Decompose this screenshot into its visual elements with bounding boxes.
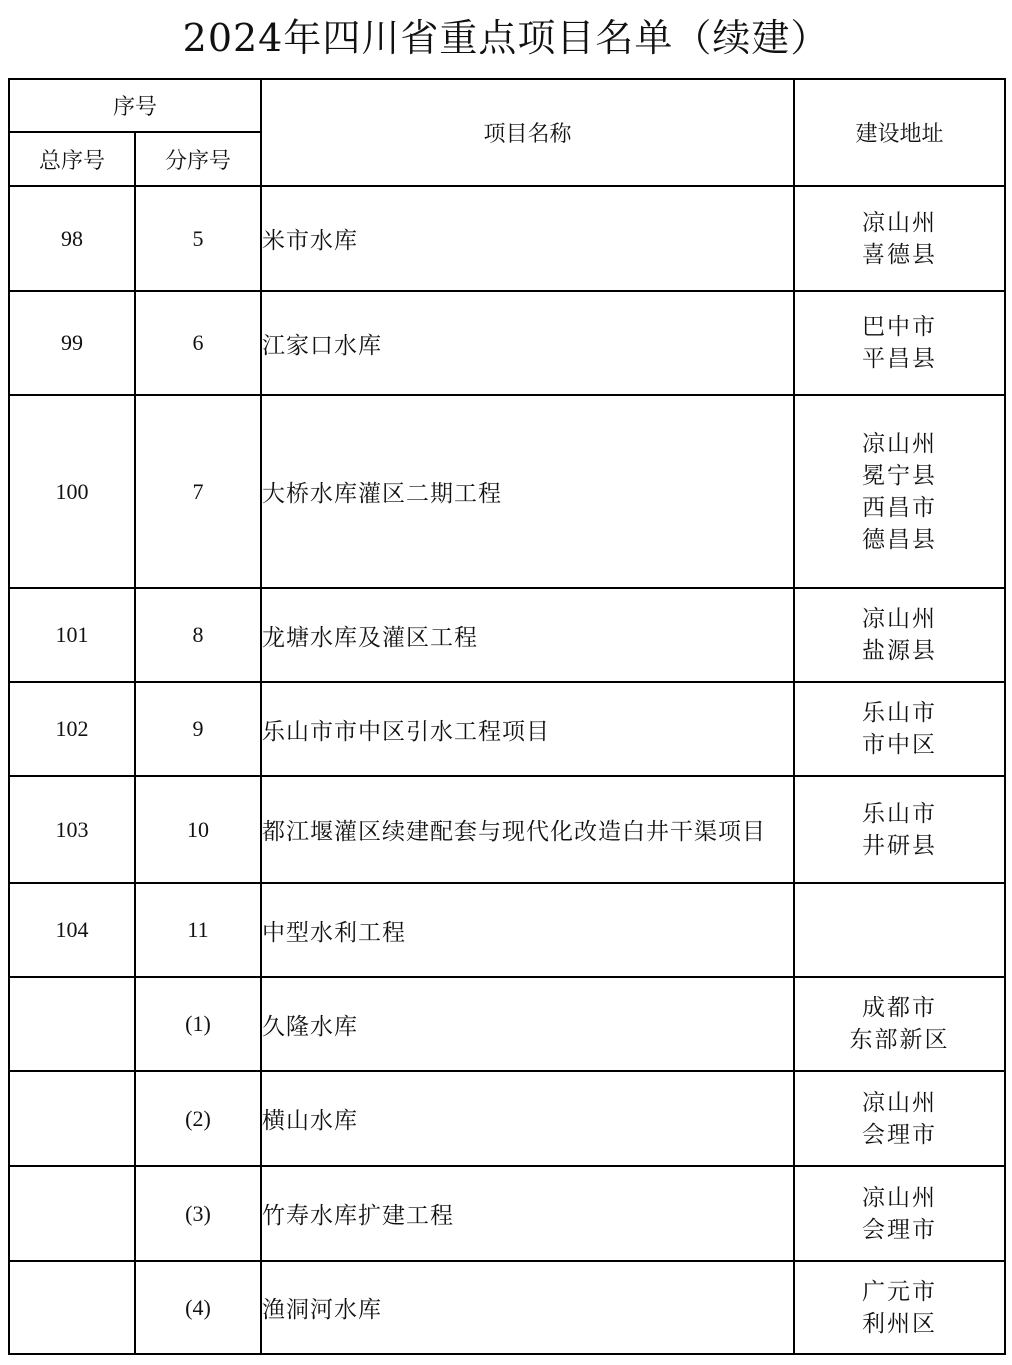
- project-name-cell: 龙塘水库及灌区工程: [261, 588, 794, 682]
- sub-seq-cell: 9: [135, 682, 261, 776]
- location-line: 广元市: [862, 1278, 938, 1305]
- location-line: 井研县: [862, 832, 938, 859]
- location-line: 凉山州: [862, 1089, 938, 1116]
- project-name-cell: 中型水利工程: [261, 883, 794, 977]
- sub-seq-header: 分序号: [135, 132, 261, 186]
- location-line: 凉山州: [862, 1184, 938, 1211]
- table-body: [9, 186, 1005, 1354]
- location-header: 建设地址: [794, 79, 1005, 186]
- location-cell: [794, 1071, 1005, 1166]
- location-cell: [794, 186, 1005, 291]
- location-line: 凉山州: [862, 606, 938, 632]
- location-line: 凉山州: [862, 209, 938, 236]
- location-line: 冕宁县: [862, 462, 938, 489]
- location-line: 盐源县: [862, 638, 938, 664]
- sub-seq-cell: 11: [135, 883, 261, 977]
- table-row: [9, 682, 1005, 776]
- location-line: 会理市: [862, 1121, 938, 1148]
- location-cell: [794, 1261, 1005, 1354]
- location-line: 平昌县: [862, 346, 938, 372]
- sub-seq-cell: (1): [135, 977, 261, 1071]
- total-seq-cell: 101: [9, 588, 135, 682]
- location-cell: [794, 395, 1005, 588]
- table-header: [9, 79, 1005, 186]
- project-name-cell: 都江堰灌区续建配套与现代化改造白井干渠项目: [261, 776, 794, 883]
- total-seq-cell: 102: [9, 682, 135, 776]
- sub-seq-cell: (2): [135, 1071, 261, 1166]
- location-cell: [794, 977, 1005, 1071]
- table-row: [9, 1166, 1005, 1261]
- location-line: 会理市: [862, 1216, 938, 1243]
- project-name-cell: 米市水库: [261, 186, 794, 291]
- sub-seq-cell: 7: [135, 395, 261, 588]
- project-name-cell: 横山水库: [261, 1071, 794, 1166]
- project-name-cell: 久隆水库: [261, 977, 794, 1071]
- table-row: [9, 186, 1005, 291]
- project-name-cell: 江家口水库: [261, 291, 794, 395]
- location-line: 市中区: [862, 732, 938, 758]
- project-name-cell: 大桥水库灌区二期工程: [261, 395, 794, 588]
- project-name-cell: 渔洞河水库: [261, 1261, 794, 1354]
- sub-seq-cell: 5: [135, 186, 261, 291]
- table-row: [9, 588, 1005, 682]
- total-seq-cell: 99: [9, 291, 135, 395]
- location-line: 巴中市: [862, 314, 938, 340]
- location-line: 西昌市: [862, 494, 938, 521]
- project-table: [8, 78, 1006, 1355]
- sub-seq-cell: (3): [135, 1166, 261, 1261]
- location-cell: [794, 776, 1005, 883]
- table-row: [9, 977, 1005, 1071]
- location-line: 喜德县: [862, 241, 938, 268]
- location-line: 乐山市: [862, 800, 938, 827]
- total-seq-cell: 103: [9, 776, 135, 883]
- location-cell: [794, 682, 1005, 776]
- location-line: 乐山市: [862, 700, 938, 726]
- location-cell: [794, 291, 1005, 395]
- location-line: 利州区: [862, 1310, 938, 1337]
- table-row: [9, 1261, 1005, 1354]
- sub-seq-cell: (4): [135, 1261, 261, 1354]
- sub-seq-cell: 6: [135, 291, 261, 395]
- table-row: [9, 776, 1005, 883]
- sub-seq-cell: 10: [135, 776, 261, 883]
- project-name-cell: 乐山市市中区引水工程项目: [261, 682, 794, 776]
- location-cell: [794, 1166, 1005, 1261]
- table-row: [9, 291, 1005, 395]
- location-line: 德昌县: [862, 526, 938, 553]
- page-title: 2024年四川省重点项目名单（续建）: [182, 16, 830, 60]
- sub-seq-cell: 8: [135, 588, 261, 682]
- location-cell: [794, 588, 1005, 682]
- seq-group-header: 序号: [9, 79, 261, 132]
- location-cell: [794, 883, 1005, 977]
- table-row: [9, 395, 1005, 588]
- total-seq-cell: [9, 1166, 135, 1261]
- total-seq-cell: [9, 977, 135, 1071]
- location-line: 东部新区: [849, 1027, 950, 1053]
- total-seq-cell: 104: [9, 883, 135, 977]
- total-seq-cell: [9, 1071, 135, 1166]
- project-name-cell: 竹寿水库扩建工程: [261, 1166, 794, 1261]
- total-seq-cell: [9, 1261, 135, 1354]
- total-seq-cell: 100: [9, 395, 135, 588]
- project-name-header: 项目名称: [261, 79, 794, 186]
- total-seq-header: 总序号: [9, 132, 135, 186]
- table-row: [9, 1071, 1005, 1166]
- location-line: 凉山州: [862, 430, 938, 457]
- table-row: [9, 883, 1005, 977]
- total-seq-cell: 98: [9, 186, 135, 291]
- location-line: 成都市: [862, 995, 938, 1021]
